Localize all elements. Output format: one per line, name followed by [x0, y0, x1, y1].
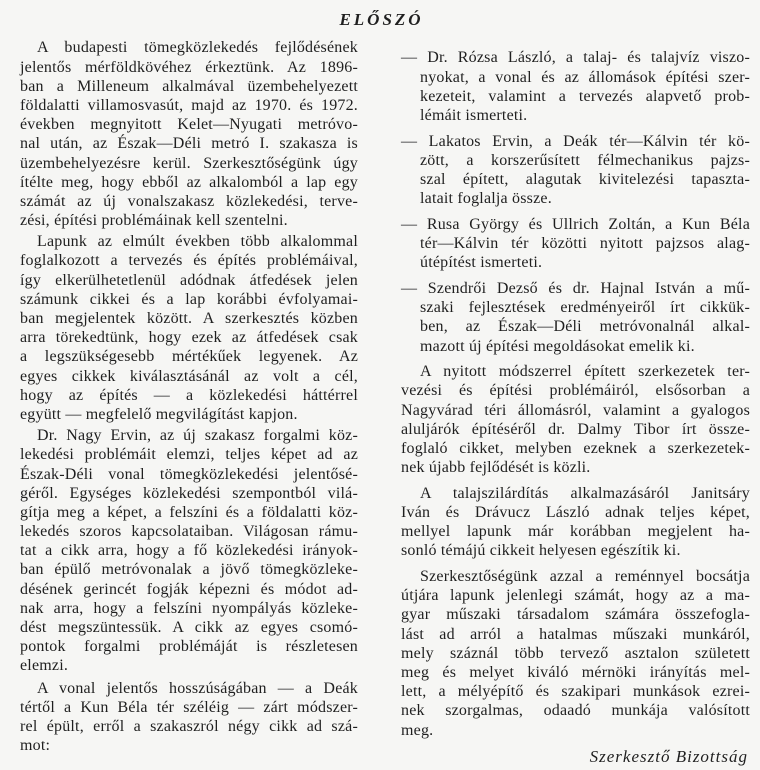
text-line: szal épített, alagutak kivitelezési tapaszta-	[420, 171, 750, 189]
text-line: együtt — megfelelő megvilágítást kapjon.	[20, 405, 298, 423]
text-line: Lapunk az elmúlt években több alkalommal	[37, 233, 358, 251]
text-line: elemzi.	[20, 657, 69, 675]
text-line: így elkerülhetetlenül adódnak átfedések jelen	[20, 271, 358, 289]
text-line: útépítést ismerteti.	[420, 254, 543, 272]
text-line: zött, a korszerűsített félmechanikus pajzs-	[420, 151, 750, 169]
paragraph	[401, 484, 750, 561]
text-line: tértől a Kun Béla tér széléig — zárt módszer-	[20, 698, 358, 716]
text-line: nek szorgalmas, odaadó munkája valósított	[401, 702, 750, 720]
text-line: nak arra, hogy a felszíni nyompályás közleke-	[20, 599, 358, 617]
paragraph	[20, 38, 358, 230]
contributor-item	[401, 215, 750, 273]
text-line: Szerkesztőségünk azzal a reménnyel bocsátja	[420, 568, 750, 586]
text-line: meg és melyet kiváló mérnöki irányítás mel-	[401, 664, 750, 682]
text-line: lekedés szoros kapcsolataiban. Világosan rámu-	[20, 523, 358, 541]
text-line: ítélte meg, hogy ebből az alkalomból a lap egy	[20, 173, 358, 191]
text-line: ban épülő metróvonalak a jövő tömegközleke-	[20, 561, 358, 579]
text-line: lást ad arról a hatalmas műszaki munkáról,	[401, 625, 750, 643]
text-line: latait foglalja össze.	[420, 190, 552, 208]
contributor-item	[401, 279, 750, 356]
text-line: foglalkozott a tervezés és építés problémáival,	[20, 252, 358, 270]
text-line: rel épült, erről a szakaszról négy cikk ad szá-	[20, 717, 358, 735]
text-line: meg.	[401, 721, 434, 739]
text-line: géről. Egységes közlekedési szempontból vilá-	[20, 484, 358, 502]
text-line: lémáit ismerteti.	[420, 106, 528, 124]
paragraph	[20, 232, 358, 424]
text-line: — Rusa György és Ullrich Zoltán, a Kun Béla	[401, 215, 750, 233]
text-line: ban megjelentek között. A szerkesztés közben	[20, 310, 358, 328]
text-line: egyes cikkek kiválasztásánál az volt a cél,	[20, 367, 358, 385]
text-line: ben, az Észak—Déli metróvonalnál alkal-	[420, 318, 750, 336]
text-line: nyokat, a vonal és az állomások építési szer-	[420, 68, 750, 86]
signature: Szerkesztő Bizottság	[589, 747, 748, 766]
text-line: A budapesti tömegközlekedés fejlődésének	[37, 39, 358, 57]
text-line: Észak-Déli vonal tömegközlekedési jelentősé-	[20, 465, 358, 483]
text-line: szaki fejlesztések eredményeiről írt cikkük-	[420, 299, 750, 317]
text-line: tér—Kálvin tér közötti nyitott pajzsos alag-	[420, 235, 750, 253]
page-title: ELŐSZÓ	[339, 10, 424, 29]
text-line: mazott új építési megoldásokat emelik ki.	[420, 337, 695, 355]
text-line: pontok forgalmi problémáját is részletesen	[20, 638, 358, 656]
text-line: — Dr. Rózsa László, a talaj- és talajvíz viszo-	[401, 49, 750, 67]
paragraph	[401, 567, 750, 740]
text-line: üzembehelyezésre kerül. Szerkesztőségünk úgy	[20, 154, 358, 172]
text-line: aluljárók építéséről dr. Dalmy Tibor írt össze-	[401, 420, 750, 438]
text-line: jelentős mérföldkövéhez érkeztünk. Az 1896-	[20, 58, 358, 76]
text-line: foglaló cikket, melyben ezeknek a szerkezetek-	[401, 439, 750, 457]
text-line: Dr. Nagy Ervin, az új szakasz forgalmi köz-	[37, 427, 358, 445]
text-line: nek újabb fejlődését is közli.	[401, 459, 591, 477]
text-line: földalatti villamosvasút, majd az 1970. és 1972.	[20, 96, 358, 114]
text-line: tat a cikk arra, hogy a fő közlekedési irányok-	[20, 542, 358, 560]
contributor-item	[401, 132, 750, 209]
text-line: útjára lapunk jelenlegi számát, hogy az a ma-	[401, 587, 750, 605]
contributor-item	[401, 48, 750, 125]
text-line: désének gerincét fogják képezni és módot ad-	[20, 580, 358, 598]
text-line: lekedési problémáit elemzi, teljes képet ad az	[20, 446, 358, 464]
text-line: vezési és építési problémáiról, elsősorban a	[401, 382, 750, 400]
text-line: lett, a mélyépítő és szakipari munkások ezrei-	[401, 683, 750, 701]
paragraph	[20, 426, 358, 675]
text-line: években megnyitott Kelet—Nyugati metróvo-	[20, 116, 358, 134]
text-line: dést megszüntessük. A cikk az egyes csomó-	[20, 619, 358, 637]
paragraph	[20, 679, 358, 756]
text-line: A talajszilárdítás alkalmazásáról Janitsáry	[420, 484, 750, 502]
text-line: — Lakatos Ervin, a Deák tér—Kálvin tér kö-	[401, 132, 750, 150]
text-line: mellyel lapunk már korábban megjelent ha-	[401, 523, 750, 541]
text-line: számunk cikkei és a lap korábbi évfolyamai-	[20, 290, 358, 308]
right-column	[401, 48, 750, 746]
text-line: ban a Milleneum alkalmával üzembehelyezett	[20, 77, 358, 95]
text-line: Nagyvárad téri állomásról, valamint a gyalogos	[401, 401, 750, 419]
text-line: kezeteit, valamint a tervezés alapvető prob-	[420, 87, 750, 105]
text-line: hogy az építés — a közlekedési háttérrel	[20, 386, 358, 404]
text-line: mely száznál több tervező asztalon született	[401, 644, 750, 662]
paragraph	[401, 362, 750, 477]
text-line: A nyitott módszerrel épített szerkezetek ter-	[420, 363, 750, 381]
text-line: A vonal jelentős hosszúságában — a Deák	[37, 679, 358, 697]
text-line: számát az új vonalszakasz közlekedési, terve-	[20, 192, 358, 210]
left-column	[20, 38, 358, 757]
text-line: zési, építési problémáinak kell szentelni.	[20, 212, 288, 230]
text-line: sonló témájú cikkeit helyesen egészítik ki.	[401, 542, 681, 560]
text-line: a legszükségesebb mértékűek legyenek. Az	[20, 348, 358, 366]
text-line: — Szendrői Dezső és dr. Hajnal István a mű-	[401, 279, 750, 297]
text-line: arra törekedtünk, hogy ezek az átfedések csak	[20, 329, 358, 347]
text-line: nal után, az Észak—Déli metró I. szakasza is	[20, 135, 358, 153]
text-line: mot:	[20, 737, 51, 755]
text-line: gyar műszaki társadalom számára összefogla-	[401, 606, 750, 624]
text-line: Iván és Drávucz László adnak teljes képet,	[401, 504, 750, 522]
text-line: gítja meg a képet, a felszíni és a földalatti köz-	[20, 503, 358, 521]
